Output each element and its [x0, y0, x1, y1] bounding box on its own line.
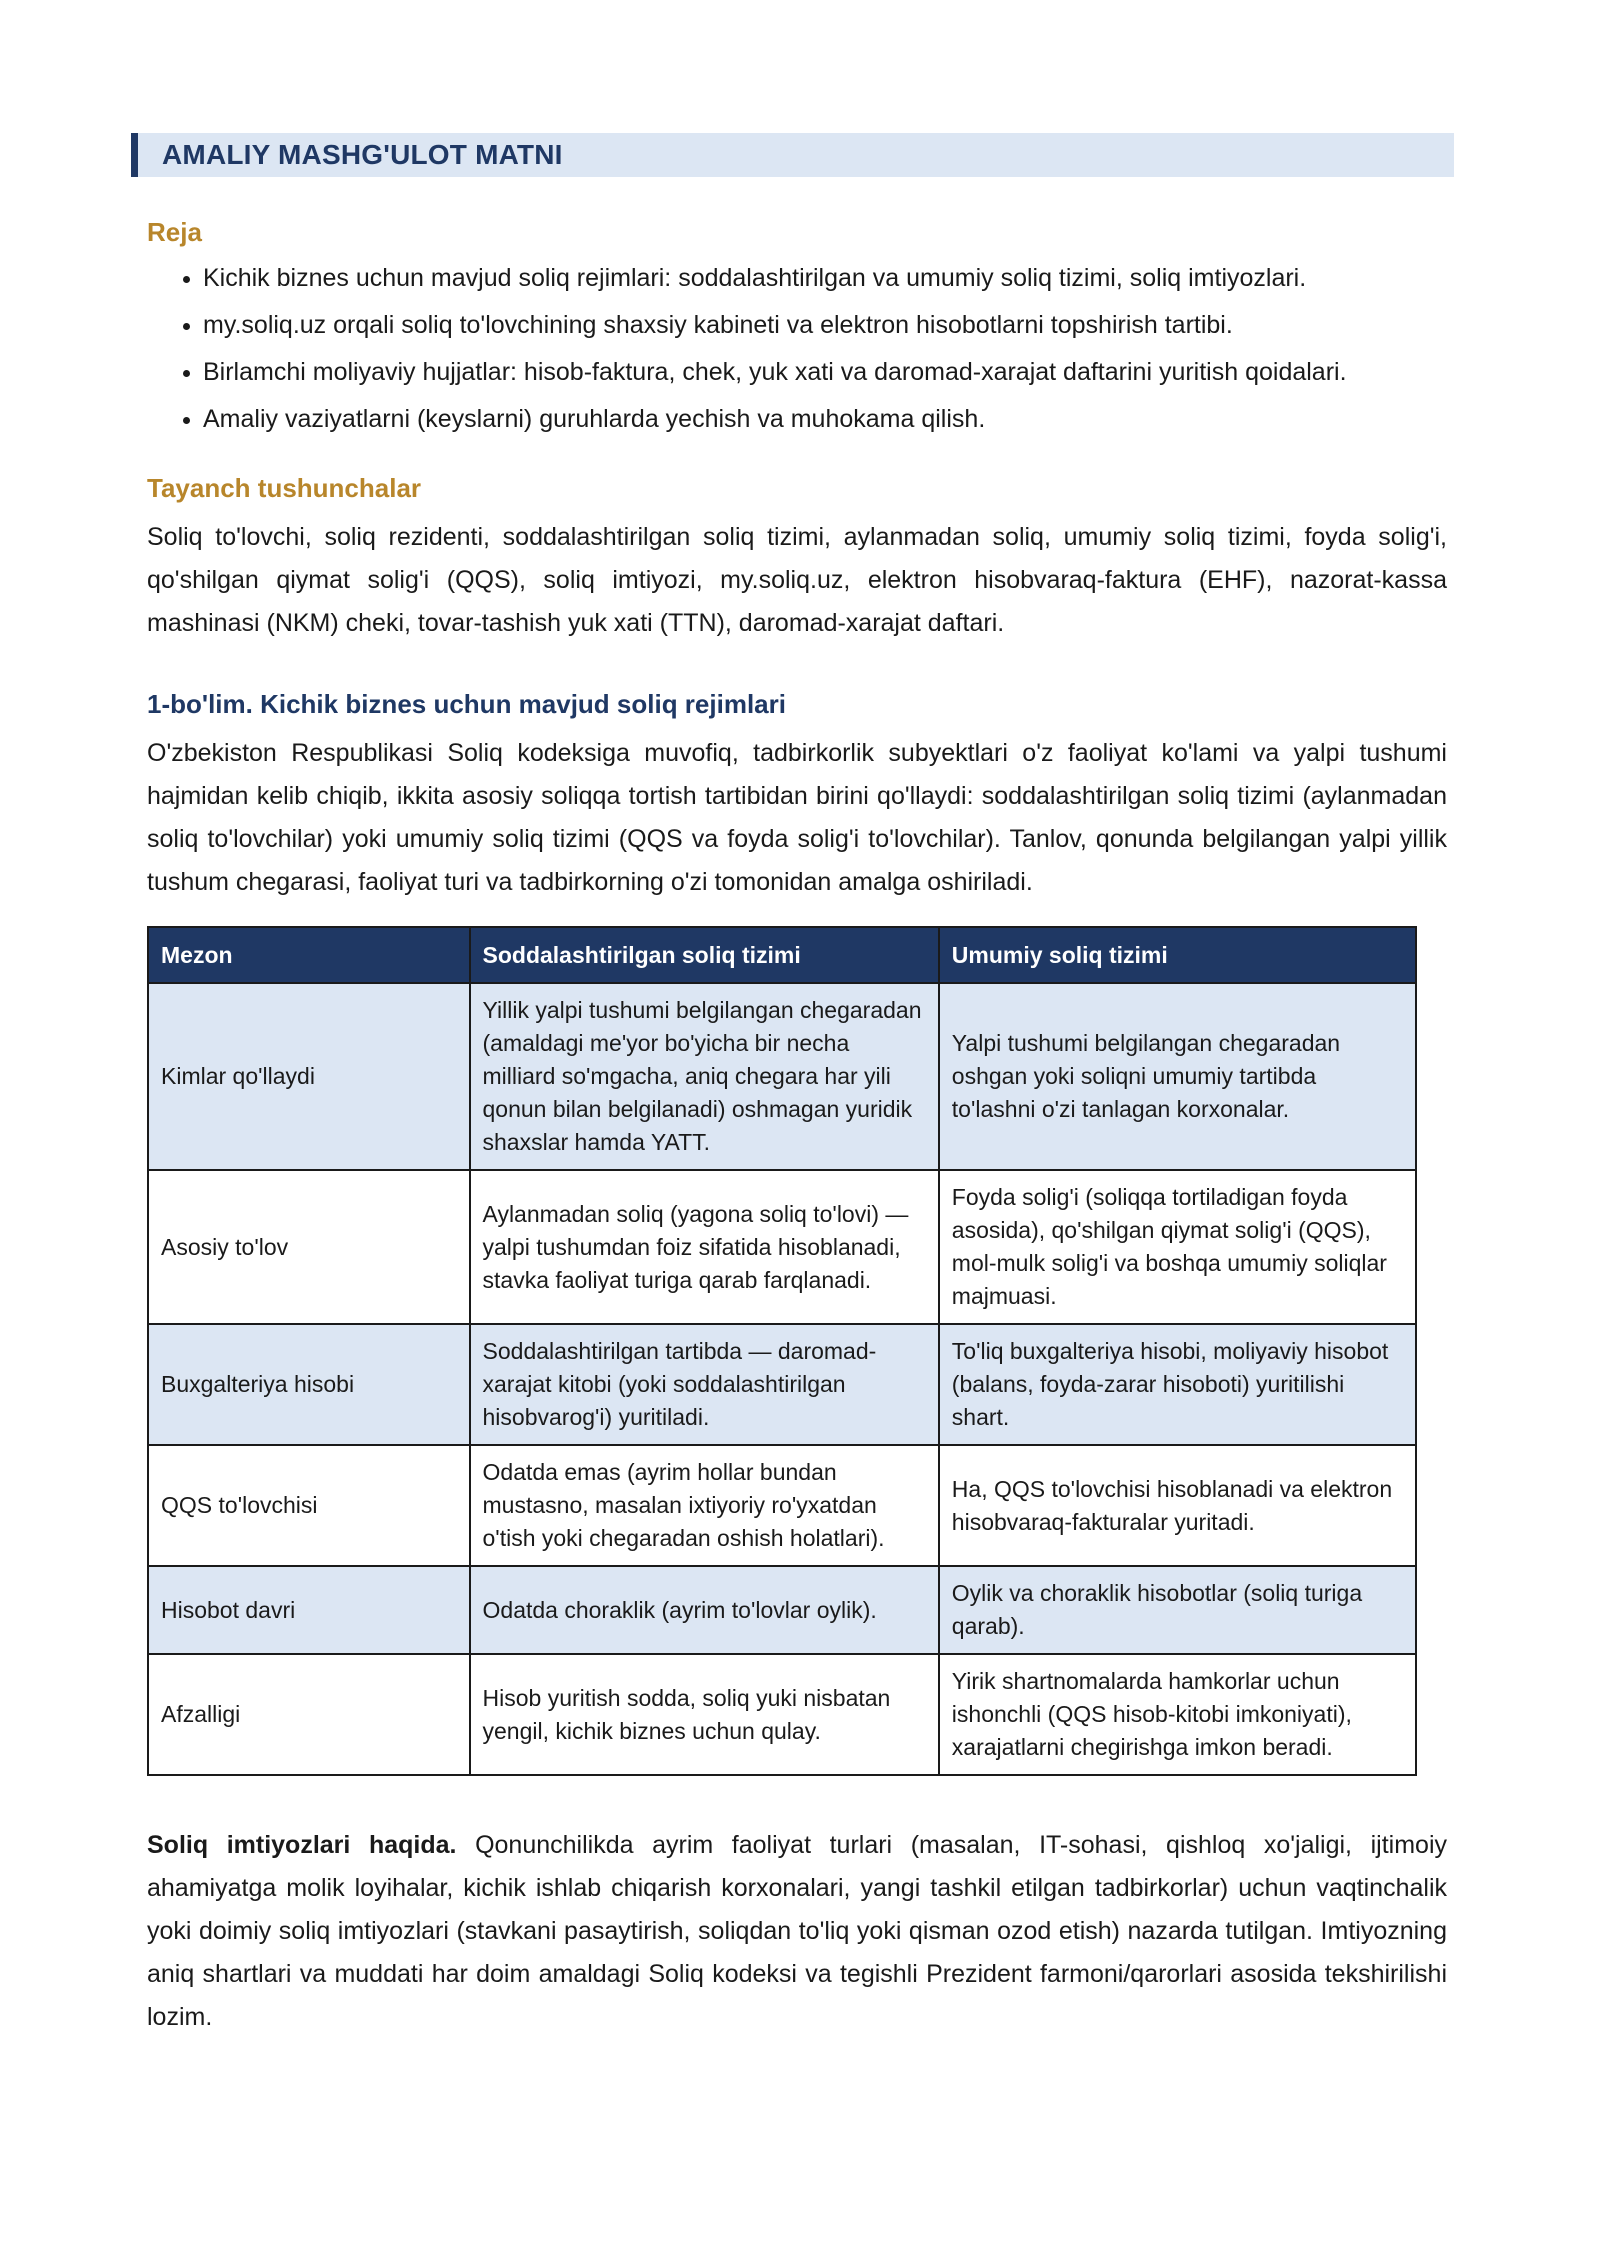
concepts-heading: Tayanch tushunchalar: [147, 473, 422, 503]
table-cell: To'liq buxgalteriya hisobi, moliyaviy hisobot (balans, foyda-zarar hisoboti) yuritilishi shart.: [939, 1324, 1416, 1445]
table-cell: Yalpi tushumi belgilangan chegaradan oshgan yoki soliqni umumiy tartibda to'lashni o'zi tanlagan korxonalar.: [939, 983, 1416, 1170]
section-title: 1-bo'lim. Kichik biznes uchun mavjud soliq rejimlari: [147, 689, 786, 719]
document-content: [147, 133, 1447, 2064]
table-cell: Yirik shartnomalarda hamkorlar uchun ishonchli (QQS hisob-kitobi imkoniyati), xarajatlarni chegirishga imkon beradi.: [939, 1654, 1416, 1775]
table-cell: Oylik va choraklik hisobotlar (soliq turiga qarab).: [939, 1566, 1416, 1654]
note-paragraph: [147, 1824, 1447, 2039]
table-cell: Aylanmadan soliq (yagona soliq to'lovi) — yalpi tushumdan foiz sifatida hisoblanadi, stavka faoliyat turiga qarab farqlanadi.: [470, 1170, 939, 1324]
table-row: [148, 1324, 1416, 1445]
table-cell: QQS to'lovchisi: [148, 1445, 470, 1566]
note-lead: Soliq imtiyozlari haqida.: [147, 1831, 457, 1859]
table-header-cell: Umumiy soliq tizimi: [939, 927, 1416, 983]
concepts-text: Soliq to'lovchi, soliq rezidenti, soddalashtirilgan soliq tizimi, aylanmadan soliq, umumiy soliq tizimi, foyda solig'i, qo'shilgan qiymat solig'i (QQS), soliq imtiyozi, my.soliq.uz, elektron hisobvaraq-faktura (EHF), nazorat-kassa mashinasi (NKM) cheki, tovar-tashish yuk xati (TTN), daromad-xarajat daftari.: [147, 523, 1447, 637]
table-header-cell: Soddalashtirilgan soliq tizimi: [470, 927, 939, 983]
table-cell: Kimlar qo'llaydi: [148, 983, 470, 1170]
table-cell: Asosiy to'lov: [148, 1170, 470, 1324]
table-cell: Foyda solig'i (soliqqa tortiladigan foyda asosida), qo'shilgan qiymat solig'i (QQS), mol-mulk solig'i va boshqa umumiy soliqlar majmuasi.: [939, 1170, 1416, 1324]
plan-item: • Amaliy vaziyatlarni (keyslarni) guruhlarda yechish va muhokama qilish.: [203, 401, 1447, 437]
comparison-table: [147, 926, 1417, 1776]
section-intro: O'zbekiston Respublikasi Soliq kodeksiga muvofiq, tadbirkorlik subyektlari o'z faoliyat ko'lami va yalpi tushumi hajmidan kelib chiqib, ikkita asosiy soliqqa tortish tartibidan birini qo'llaydi: soddalashtirilgan soliq tizimi (aylanmadan soliq to'lovchilar) yoki umumiy soliq tizimi (QQS va foyda solig'i to'lovchilar). Tanlov, qonunda belgilangan yalpi yillik tushum chegarasi, faoliyat turi va tadbirkorning o'zi tomonidan amalga oshiriladi.: [147, 739, 1447, 896]
note-text: Qonunchilikda ayrim faoliyat turlari (masalan, IT-sohasi, qishloq xo'jaligi, ijtimoiy ahamiyatga molik loyihalar, kichik ishlab chiqarish korxonalari, yangi tashkil etilgan tadbirkorlar) uchun vaqtinchalik yoki doimiy soliq imtiyozlari (stavkani pasaytirish, soliqdan to'liq yoki qisman ozod etish) nazarda tutilgan. Imtiyozning aniq shartlari va muddati har doim amaldagi Soliq kodeksi va tegishli Prezident farmoni/qarorlari asosida tekshirilishi lozim.: [147, 1831, 1447, 2031]
table-header-row: [148, 927, 1416, 983]
table-row: [148, 1170, 1416, 1324]
page-title: AMALIY MASHG'ULOT MATNI: [162, 139, 563, 170]
table-row: [148, 1566, 1416, 1654]
table-row: [148, 1654, 1416, 1775]
table-cell: Buxgalteriya hisobi: [148, 1324, 470, 1445]
plan-heading: Reja: [147, 217, 202, 247]
table-cell: Hisobot davri: [148, 1566, 470, 1654]
plan-item: • Birlamchi moliyaviy hujjatlar: hisob-faktura, chek, yuk xati va daromad-xarajat daftarini yuritish qoidalari.: [203, 354, 1447, 390]
table-cell: Ha, QQS to'lovchisi hisoblanadi va elektron hisobvaraq-fakturalar yuritadi.: [939, 1445, 1416, 1566]
plan-list: [147, 260, 1447, 437]
table-header-cell: Mezon: [148, 927, 470, 983]
title-bar: [131, 133, 1454, 177]
table-cell: Hisob yuritish sodda, soliq yuki nisbatan yengil, kichik biznes uchun qulay.: [470, 1654, 939, 1775]
table-cell: Odatda emas (ayrim hollar bundan mustasno, masalan ixtiyoriy ro'yxatdan o'tish yoki chegaradan oshish holatlari).: [470, 1445, 939, 1566]
table-row: [148, 1445, 1416, 1566]
plan-item: • my.soliq.uz orqali soliq to'lovchining shaxsiy kabineti va elektron hisobotlarni topshirish tartibi.: [203, 307, 1447, 343]
table-cell: Odatda choraklik (ayrim to'lovlar oylik).: [470, 1566, 939, 1654]
plan-item: • Kichik biznes uchun mavjud soliq rejimlari: soddalashtirilgan va umumiy soliq tizimi, soliq imtiyozlari.: [203, 260, 1447, 296]
table-cell: Soddalashtirilgan tartibda — daromad-xarajat kitobi (yoki soddalashtirilgan hisobvarog'i) yuritiladi.: [470, 1324, 939, 1445]
table-cell: Afzalligi: [148, 1654, 470, 1775]
table-cell: Yillik yalpi tushumi belgilangan chegaradan (amaldagi me'yor bo'yicha bir necha milliard so'mgacha, aniq chegara har yili qonun bilan belgilanadi) oshmagan yuridik shaxslar hamda YATT.: [470, 983, 939, 1170]
table-row: [148, 983, 1416, 1170]
